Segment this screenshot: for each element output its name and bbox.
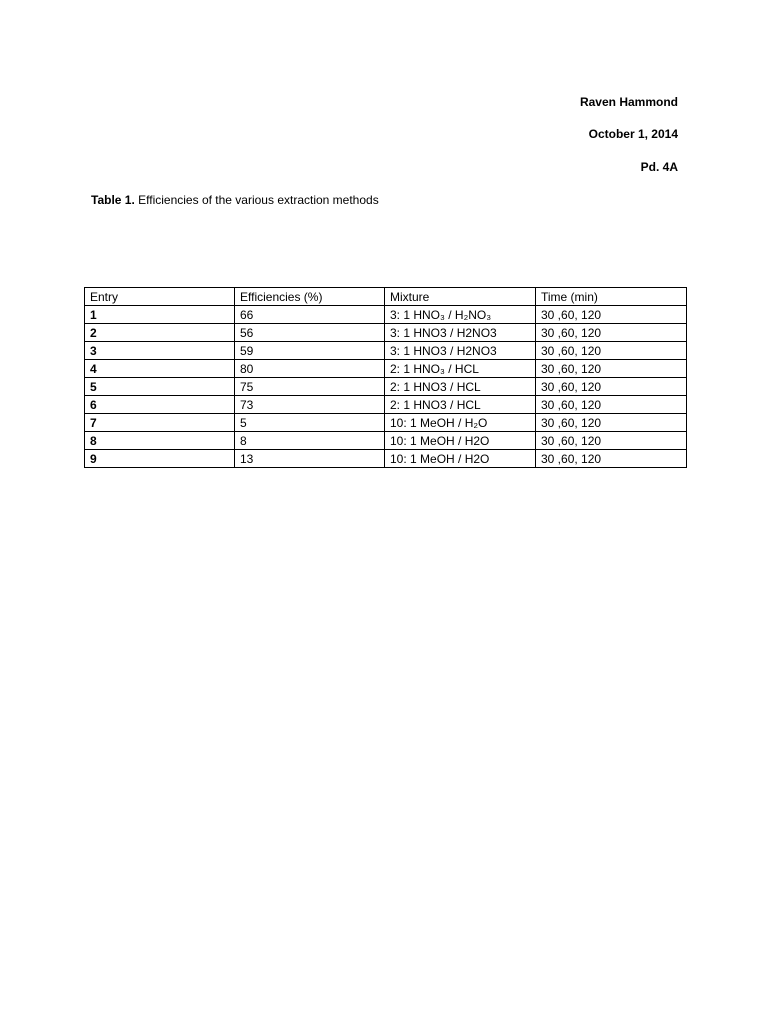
cell-efficiency: 80	[235, 360, 385, 378]
cell-time: 30 ,60, 120	[536, 450, 687, 468]
table-caption	[91, 193, 379, 207]
cell-mixture: 3: 1 HNO3 / H2NO3	[385, 342, 536, 360]
column-header-entry: Entry	[85, 288, 235, 306]
column-header-time: Time (min)	[536, 288, 687, 306]
table-row	[85, 306, 687, 324]
cell-efficiency: 5	[235, 414, 385, 432]
table-row	[85, 378, 687, 396]
table-row	[85, 432, 687, 450]
cell-mixture: 2: 1 HNO3 / HCL	[385, 378, 536, 396]
cell-time: 30 ,60, 120	[536, 396, 687, 414]
cell-mixture: 3: 1 HNO3 / H2NO3	[385, 324, 536, 342]
cell-mixture: 10: 1 MeOH / H₂O	[385, 414, 536, 432]
table-header-row	[85, 288, 687, 306]
cell-entry: 8	[85, 432, 235, 450]
cell-efficiency: 56	[235, 324, 385, 342]
cell-entry: 4	[85, 360, 235, 378]
cell-efficiency: 13	[235, 450, 385, 468]
cell-entry: 7	[85, 414, 235, 432]
cell-entry: 6	[85, 396, 235, 414]
cell-mixture: 10: 1 MeOH / H2O	[385, 450, 536, 468]
cell-time: 30 ,60, 120	[536, 414, 687, 432]
cell-mixture: 2: 1 HNO₃ / HCL	[385, 360, 536, 378]
cell-mixture: 10: 1 MeOH / H2O	[385, 432, 536, 450]
cell-entry: 9	[85, 450, 235, 468]
cell-efficiency: 66	[235, 306, 385, 324]
table-caption-text: Efficiencies of the various extraction methods	[134, 193, 379, 207]
cell-mixture: 2: 1 HNO3 / HCL	[385, 396, 536, 414]
cell-efficiency: 73	[235, 396, 385, 414]
table-row	[85, 342, 687, 360]
cell-entry: 3	[85, 342, 235, 360]
table-row	[85, 414, 687, 432]
cell-time: 30 ,60, 120	[536, 378, 687, 396]
document-date: October 1, 2014	[588, 127, 678, 141]
class-period: Pd. 4A	[640, 160, 678, 174]
table-row	[85, 396, 687, 414]
cell-mixture: 3: 1 HNO₃ / H₂NO₃	[385, 306, 536, 324]
cell-time: 30 ,60, 120	[536, 360, 687, 378]
author-name: Raven Hammond	[579, 95, 678, 109]
cell-entry: 5	[85, 378, 235, 396]
cell-efficiency: 75	[235, 378, 385, 396]
cell-time: 30 ,60, 120	[536, 324, 687, 342]
efficiency-table	[84, 287, 687, 468]
column-header-efficiency: Efficiencies (%)	[235, 288, 385, 306]
cell-entry: 1	[85, 306, 235, 324]
cell-entry: 2	[85, 324, 235, 342]
cell-time: 30 ,60, 120	[536, 306, 687, 324]
table-caption-label: Table 1.	[91, 193, 135, 207]
column-header-mixture: Mixture	[385, 288, 536, 306]
cell-efficiency: 59	[235, 342, 385, 360]
cell-time: 30 ,60, 120	[536, 342, 687, 360]
table-row	[85, 450, 687, 468]
table-row	[85, 360, 687, 378]
table-row	[85, 324, 687, 342]
cell-efficiency: 8	[235, 432, 385, 450]
cell-time: 30 ,60, 120	[536, 432, 687, 450]
